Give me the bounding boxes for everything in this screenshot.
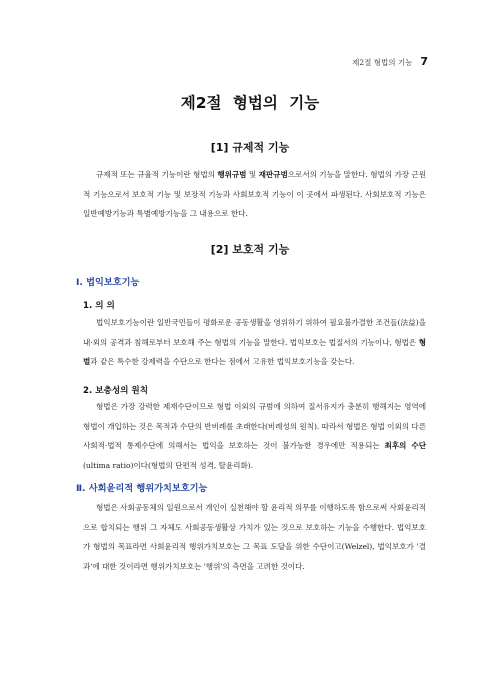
paragraph-meaning: 법익보호기능이란 일반국민들이 평화로운 공동생활을 영위하기 위하여 필요불가결한 조건들(法益)을 내·외의 공격과 침해로부터 보호해 주는 형법의 기능을 말한다. 법익보호는 법질서의 기능이나, 형법은 형벌과 같은 특수한 강제력을 수단으로 한다는 점에서 고유한 법익보호기능을 갖는다. bbox=[83, 318, 426, 367]
running-head bbox=[352, 55, 428, 68]
item-heading-subsidiarity: 2. 보충성의 원칙 bbox=[83, 386, 149, 396]
subheading-social-ethical-value: Ⅱ. 사회윤리적 행위가치보호기능 bbox=[76, 483, 208, 494]
subheading-legal-interest-protection: Ⅰ. 법익보호기능 bbox=[76, 277, 140, 288]
paragraph-subsidiarity: 형법은 가장 강력한 제재수단이므로 형법 이외의 규범에 의하여 질서유지가 충분히 행해지는 영역에 형법이 개입하는 것은 목적과 수단의 반비례를 초래한다(비례성의 원칙). 따라서 형법은 형법 이외의 다른 사회적·법적 통제수단에 의해서는 법익을 보호하는 것이 불가능한 경우에만 적용되는 최후의 수단(ultima ratio)이다(형법의 단편적 성격, 탈윤리화). bbox=[83, 402, 426, 470]
paragraph-regulatory: 규제적 또는 규율적 기능이란 형법의 행위규범 및 재판규범으로서의 기능을 말한다. 형법의 가장 근원적 기능으로서 보호적 기능 및 보장적 기능과 사회보호적 기능이 이 곳에서 파생된다. 사회보호적 기능은 일반예방기능과 특별예방기능을 그 내용으로 한다. bbox=[83, 170, 427, 219]
chapter-title: 제2절 형법의 기능 bbox=[180, 94, 320, 112]
section-heading-protective: [2] 보호적 기능 bbox=[210, 243, 290, 256]
running-head-title: 제2절 형법의 기능 bbox=[352, 58, 413, 67]
section-heading-regulatory: [1] 규제적 기능 bbox=[210, 141, 290, 154]
item-heading-meaning: 1. 의 의 bbox=[83, 301, 115, 311]
paragraph-social-ethical-value: 형법은 사회공동체의 일원으로서 개인이 실천해야 할 윤리적 의무를 이행하도록 함으로써 사회윤리적으로 합치되는 행위 그 자체도 사회공동생활상 가치가 있는 것으로 보호하는 기능을 수행한다. 법익보호가 형법의 목표라면 사회윤리적 행위가치보호는 그 목표 도달을 위한 수단이고(Welzel), 법익보호가 '결과'에 대한 것이라면 행위가치보호는 '행위'의 측면을 고려한 것이다. bbox=[83, 503, 426, 571]
page-number: 7 bbox=[420, 55, 428, 68]
